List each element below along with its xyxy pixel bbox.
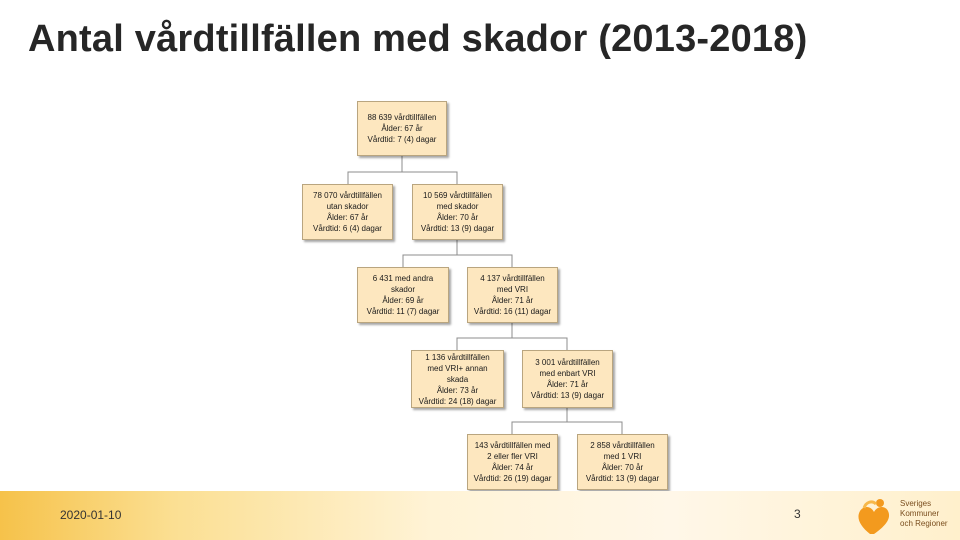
connector-with-injury <box>403 240 457 267</box>
node-vri-two-plus <box>467 434 558 490</box>
node-vri-one-label: 2 858 vårdtillfällen med 1 VRI Ålder: 70 år Vårdtid: 13 (9) dagar <box>585 441 660 483</box>
node-other-injury <box>357 267 449 323</box>
node-with-injury-label: 10 569 vårdtillfällen med skador Ålder: 70 år Vårdtid: 13 (9) dagar <box>420 191 495 233</box>
connector-with-injury-right <box>457 255 512 267</box>
node-total <box>357 101 447 156</box>
connector-vri <box>457 323 512 350</box>
footer-date: 2020-01-10 <box>60 508 122 522</box>
node-vri-label: 4 137 vårdtillfällen med VRI Ålder: 71 år Vårdtid: 16 (11) dagar <box>473 274 552 316</box>
node-no-injury-label: 78 070 vårdtillfällen utan skador Ålder: 67 år Vårdtid: 6 (4) dagar <box>313 191 382 233</box>
node-vri <box>467 267 558 323</box>
connector-vri-only <box>512 408 567 434</box>
footer-band <box>0 491 960 540</box>
page-title: Antal vårdtillfällen med skador (2013-2018) <box>28 18 808 60</box>
connector-root-right <box>402 172 457 184</box>
node-other-injury-label: 6 431 med andra skador Ålder: 69 år Vårdtid: 11 (7) dagar <box>366 274 440 316</box>
node-vri-one <box>577 434 668 490</box>
page-number: 3 <box>794 507 801 521</box>
node-vri-two-plus-label: 143 vårdtillfällen med 2 eller fler VRI Ålder: 74 år Vårdtid: 26 (19) dagar <box>473 441 552 483</box>
connector-root <box>348 156 402 184</box>
node-vri-only <box>522 350 613 408</box>
node-total-label: 88 639 vårdtillfällen Ålder: 67 år Vårdtid: 7 (4) dagar <box>367 113 437 144</box>
logo-text: Sveriges Kommuner och Regioner <box>900 499 948 528</box>
node-vri-plus-other-label: 1 136 vårdtillfällen med VRI+ annan skada Ålder: 73 år Vårdtid: 24 (18) dagar <box>418 352 497 406</box>
node-no-injury <box>302 184 393 240</box>
node-with-injury <box>412 184 503 240</box>
connector-vri-only-right <box>567 422 622 434</box>
node-vri-plus-other <box>411 350 504 408</box>
connector-vri-right <box>512 338 567 350</box>
node-vri-only-label: 3 001 vårdtillfällen med enbart VRI Ålder: 71 år Vårdtid: 13 (9) dagar <box>530 358 605 400</box>
